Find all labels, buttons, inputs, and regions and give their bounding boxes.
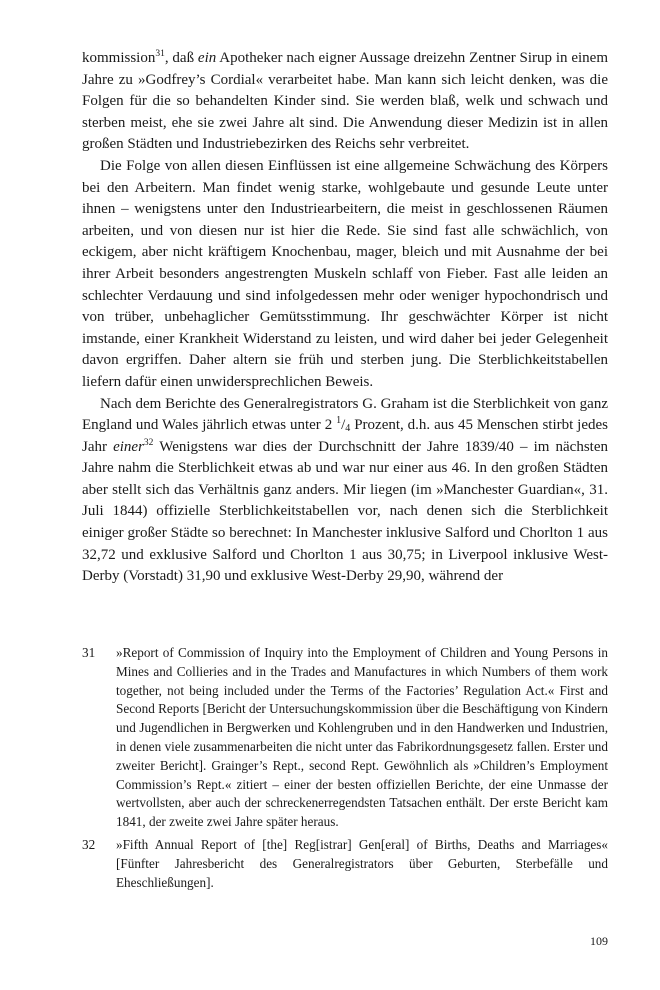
footnotes (82, 644, 608, 896)
footnote-text: »Report of Commission of Inquiry into the Employment of Children and Young Persons in Mines and Collieries and in the Trades and Manufactures in which Numbers of them work together, not being included under the Terms of the Factories’ Regulation Act.« First and Second Reports [Bericht der Untersuchungskommission über die Beschäftigung von Kindern und Jugendlichen in Bergwerken und Kohlengruben und in den Handwerken und Industrien, in denen viele zusammenarbeiten die nicht unter das Fabrikordnungsgesetz fallen. Erster und zweiter Bericht]. Grainger’s Rept., second Rept. Gewöhnlich als »Children’s Employment Commission’s Rept.« zitiert – einer der besten offiziellen Berichte, der eine Unmasse der wertvollsten, aber auch der schreckenerregendsten Tatsachen enthält. Der erste Bericht kam 1841, der zweite zwei Jahre später heraus. (116, 645, 608, 830)
footnote-ref-31[interactable]: 31 (155, 49, 165, 59)
fraction-denominator: 4 (345, 423, 351, 435)
text-run: Apotheker nach eigner Aussage dreizehn Zentner Sirup in einem Jahre zu »Godfrey’s Cordial« verarbeitet habe. Man kann sich leicht denken, was die Folgen für die so behandelten Kinder sind. Sie werden blaß, welk und schwach und sterben meist, ehe sie zwei Jahre alt sind. Die Anwendung dieser Medizin ist in allen großen Städten und Industriebezirken des Reichs sehr verbreitet. (82, 50, 608, 153)
emphasis: einer (113, 438, 144, 455)
text-run: Wenigstens war dies der Durchschnitt der Jahre 1839/40 – im nächsten Jahre nahm die Sterblichkeit etwas ab und war nur einer aus 46. In den großen Städten aber stellt sich das Verhältnis ganz anders. Mir liegen (im »Manchester Guardian«, 31. Juli 1844) offizielle Sterblichkeitstabellen vor, nach denen sich die Sterblichkeit einiger großer Städte so berechnet: In Manchester inklusive Salford und Chorlton 1 aus 32,72 und exklusive Salford und Chorlton 1 aus 30,75; in Liverpool inklusive West-Derby (Vorstadt) 31,90 und exklusive West-Derby 29,90, während der (82, 438, 609, 585)
emphasis: ein (197, 50, 217, 66)
page-body (82, 48, 608, 588)
text-run: Nach dem Berichte des Generalregistrators G. Graham ist die Sterblichkeit von ganz England und Wales jährlich etwas unter 2 (82, 395, 608, 434)
fraction-numerator: 1 (336, 415, 342, 427)
page-number: 109 (590, 934, 608, 948)
main-text (82, 48, 608, 588)
footnote-text: »Fifth Annual Report of [the] Reg[istrar] Gen[eral] of Births, Deaths and Marriages« [Fünfter Jahresbericht des Generalregistrators über Geburten, Sterbefälle und Eheschließungen]. (116, 836, 608, 890)
paragraph-2: Die Folge von allen diesen Einflüssen ist eine allgemeine Schwächung des Körpers bei den Arbeitern. Man findet wenig starke, wohlgebaute und gesunde Leute unter ihnen – wenigstens unter den Industriearbeitern, die meist in geschlossenen Räumen arbeiten, und von diesen nur ist hier die Rede. Sie sind fast alle schwächlich, von eckigem, aber nicht kräftigem Knochenbau, mager, bleich und mit Ausnahme der bei ihrer Arbeit besonders angestrengten Muskeln schlaff von Fieber. Fast alle leiden an schlechter Verdauung und sind infolgedessen mehr oder weniger hypochondrisch und von trüber, unbehaglicher Gemütsstimmung. Ihr geschwächter Körper ist nicht imstande, einer Krankheit Widerstand zu leisten, und wird daher bei jeder Gelegenheit davon ergriffen. Daher altern sie früh und sterben jung. Die Sterblichkeitstabellen liefern dafür einen unwidersprechlichen Beweis. (82, 157, 608, 390)
fraction (336, 417, 350, 433)
paragraph-1 (82, 48, 608, 156)
paragraph-3 (82, 394, 608, 588)
text-run: kommission (82, 50, 156, 66)
footnote-32 (82, 836, 608, 892)
footnote-ref-32[interactable]: 32 (143, 437, 154, 448)
footnote-31 (82, 644, 608, 832)
footnote-number: 32 (82, 836, 96, 852)
text-run: Prozent, d.h. aus 45 Menschen stirbt jedes Jahr (82, 417, 609, 455)
footnote-number: 31 (82, 645, 96, 660)
text-run: , daß (164, 50, 198, 66)
fraction-slash: / (341, 417, 346, 434)
